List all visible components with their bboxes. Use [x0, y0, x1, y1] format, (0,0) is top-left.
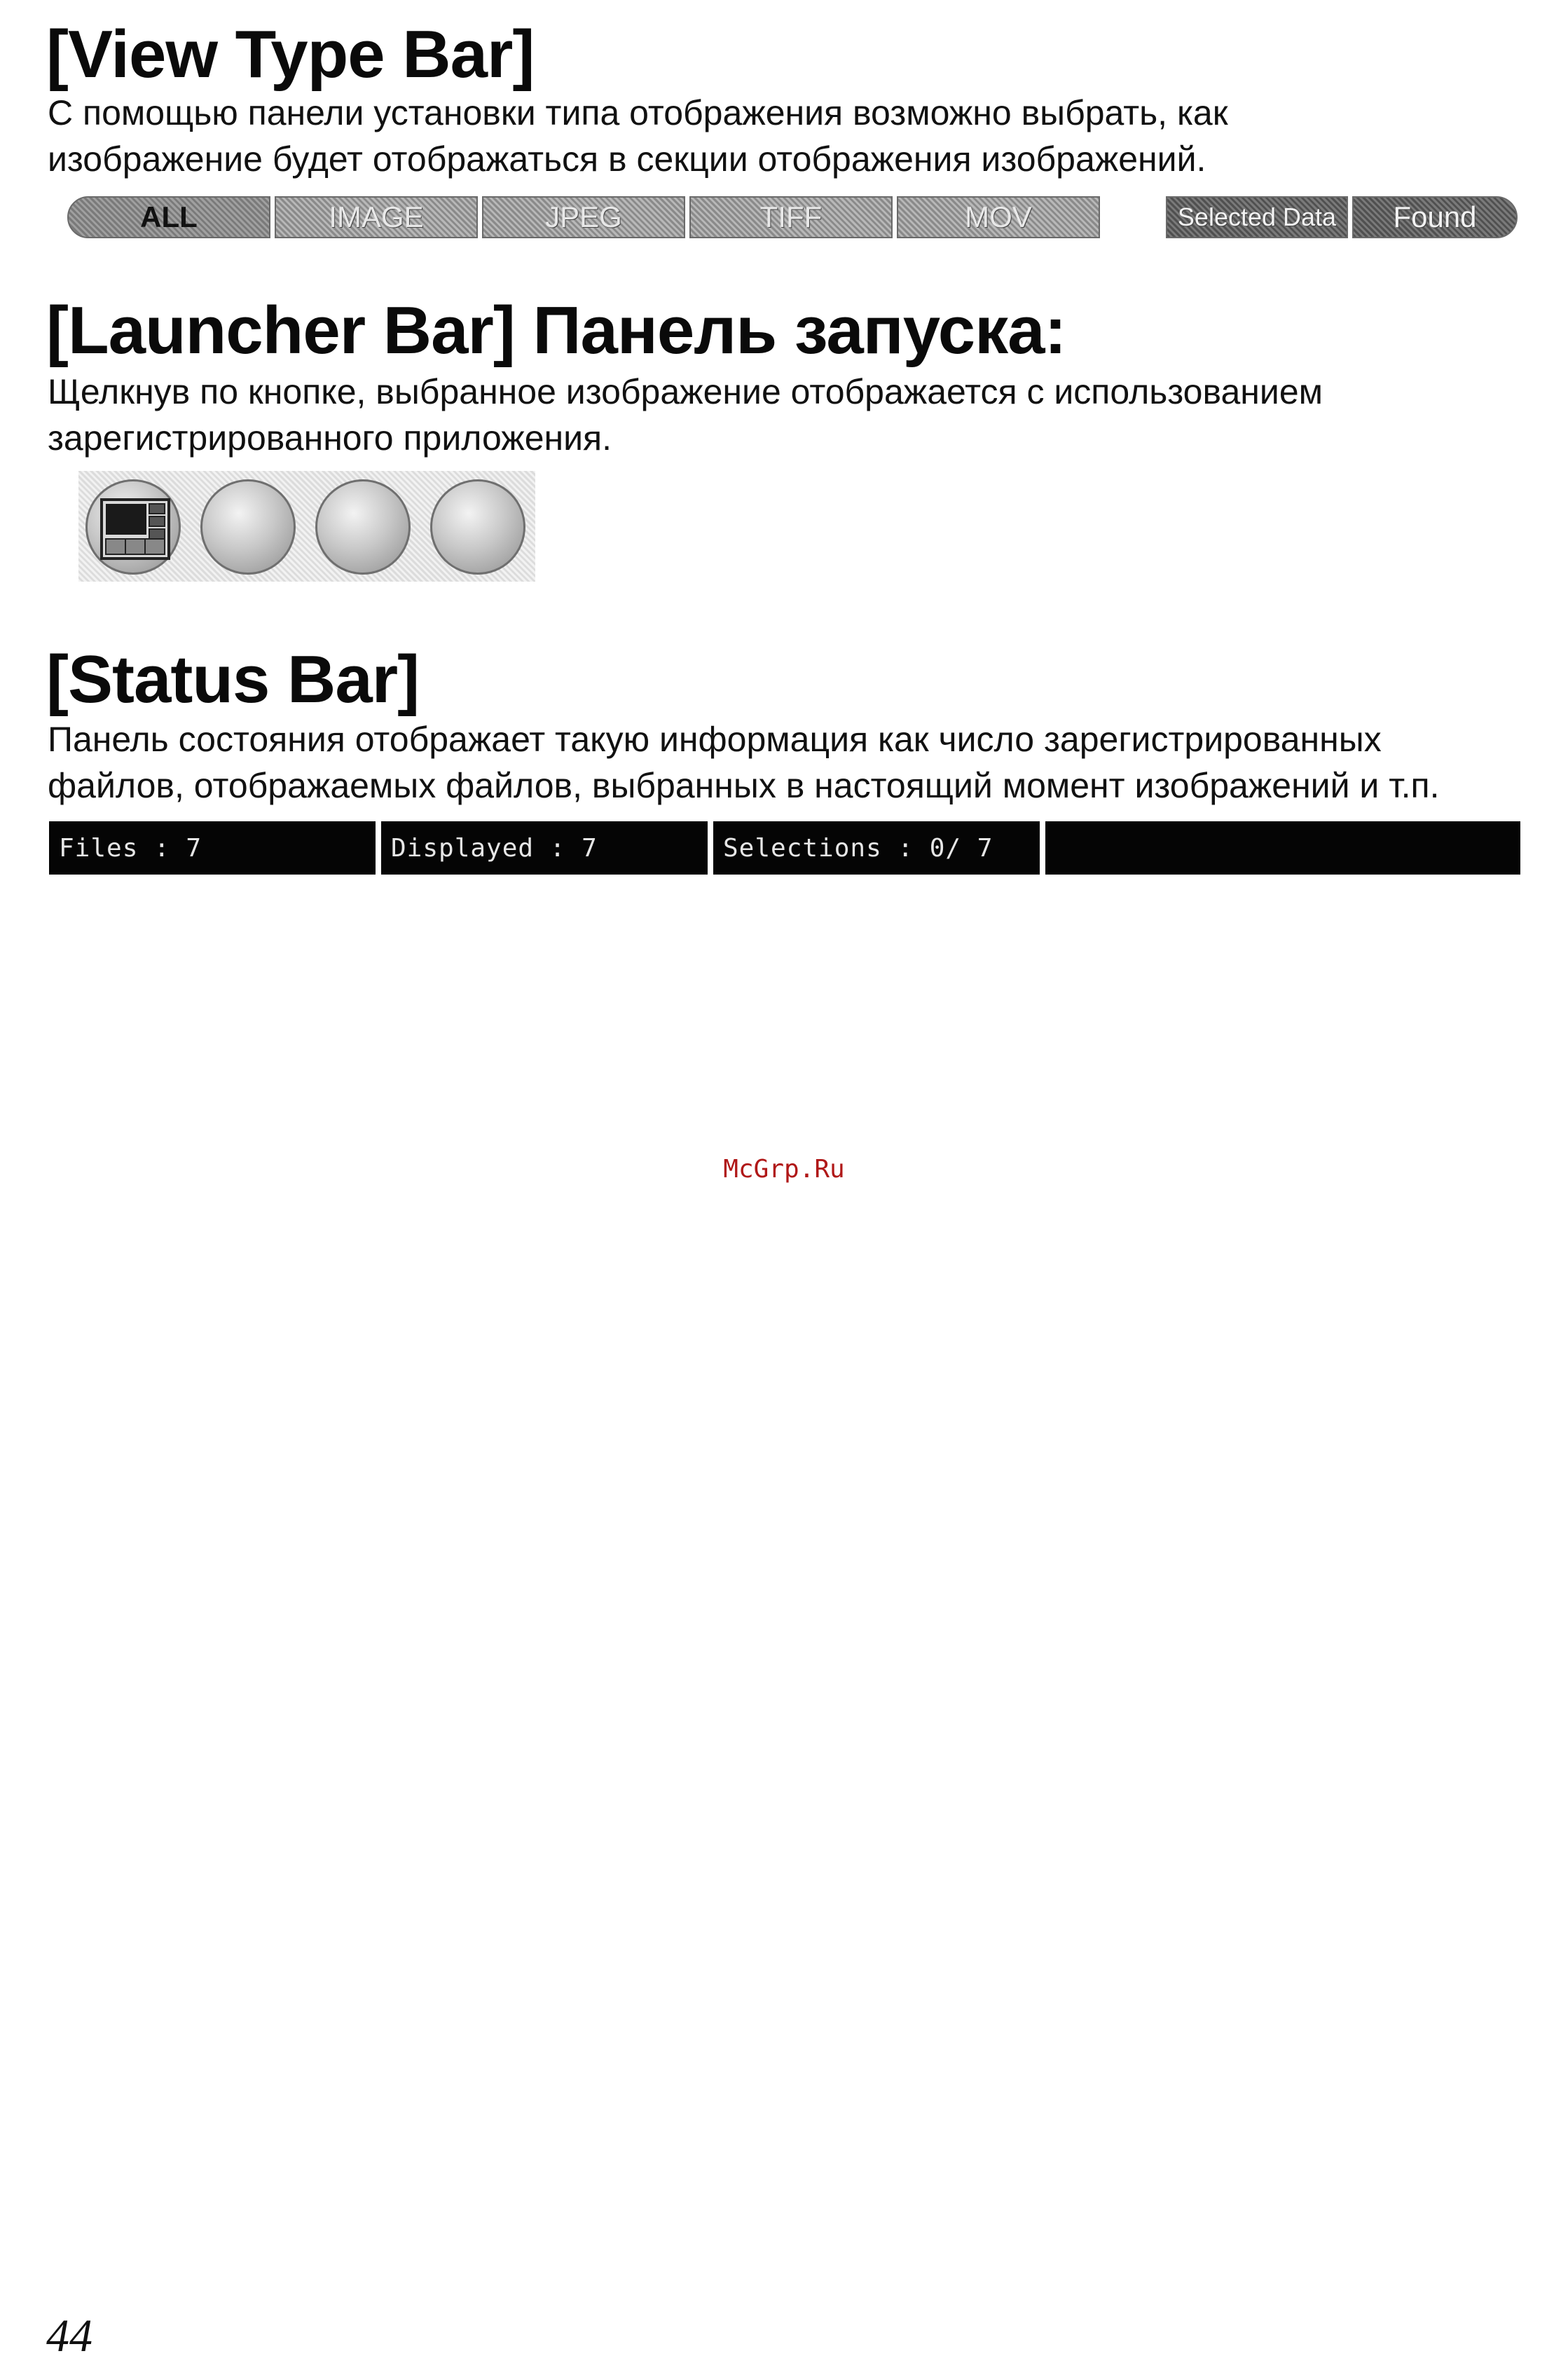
- status-bar: [49, 821, 1520, 875]
- status-displayed-count: Displayed : 7: [381, 821, 708, 875]
- launcher-button-image-viewer[interactable]: [85, 479, 181, 575]
- view-type-all-button[interactable]: ALL: [67, 196, 270, 238]
- launcher-bar-heading: [Launcher Bar] Панель запуска:: [46, 293, 1066, 368]
- description-line: С помощью панели установки типа отображения возможно выбрать, как: [48, 93, 1228, 132]
- status-extra-field: [1045, 821, 1520, 875]
- description-line: Щелкнув по кнопке, выбранное изображение отображается с использованием: [48, 372, 1323, 411]
- description-line: файлов, отображаемых файлов, выбранных в настоящий момент изображений и т.п.: [48, 766, 1440, 805]
- status-selections-count: Selections : 0/ 7: [713, 821, 1040, 875]
- description-line: Панель состояния отображает такую информация как число зарегистрированных: [48, 720, 1382, 759]
- image-viewer-icon: [100, 498, 170, 560]
- watermark: McGrp.Ru: [723, 1155, 845, 1184]
- page-number: 44: [46, 2310, 92, 2362]
- view-type-bar: [67, 196, 1539, 238]
- status-files-count: Files : 7: [49, 821, 376, 875]
- view-type-bar-description: [48, 90, 1526, 182]
- status-bar-description: [48, 716, 1526, 809]
- launcher-button-empty[interactable]: [200, 479, 296, 575]
- view-type-mov-button[interactable]: MOV: [897, 196, 1100, 238]
- launcher-button-empty[interactable]: [315, 479, 411, 575]
- view-type-jpeg-button[interactable]: JPEG: [482, 196, 685, 238]
- launcher-button-empty[interactable]: [430, 479, 525, 575]
- view-type-tiff-button[interactable]: TIFF: [689, 196, 893, 238]
- view-type-image-button[interactable]: IMAGE: [275, 196, 478, 238]
- selected-data-button[interactable]: Selected Data: [1166, 196, 1348, 238]
- found-button[interactable]: Found: [1352, 196, 1518, 238]
- status-bar-heading: [Status Bar]: [46, 642, 420, 717]
- launcher-bar-description: [48, 369, 1526, 461]
- launcher-bar: [78, 471, 535, 582]
- view-type-bar-heading: [View Type Bar]: [46, 17, 535, 92]
- description-line: изображение будет отображаться в секции отображения изображений.: [48, 139, 1206, 179]
- description-line: зарегистрированного приложения.: [48, 418, 612, 458]
